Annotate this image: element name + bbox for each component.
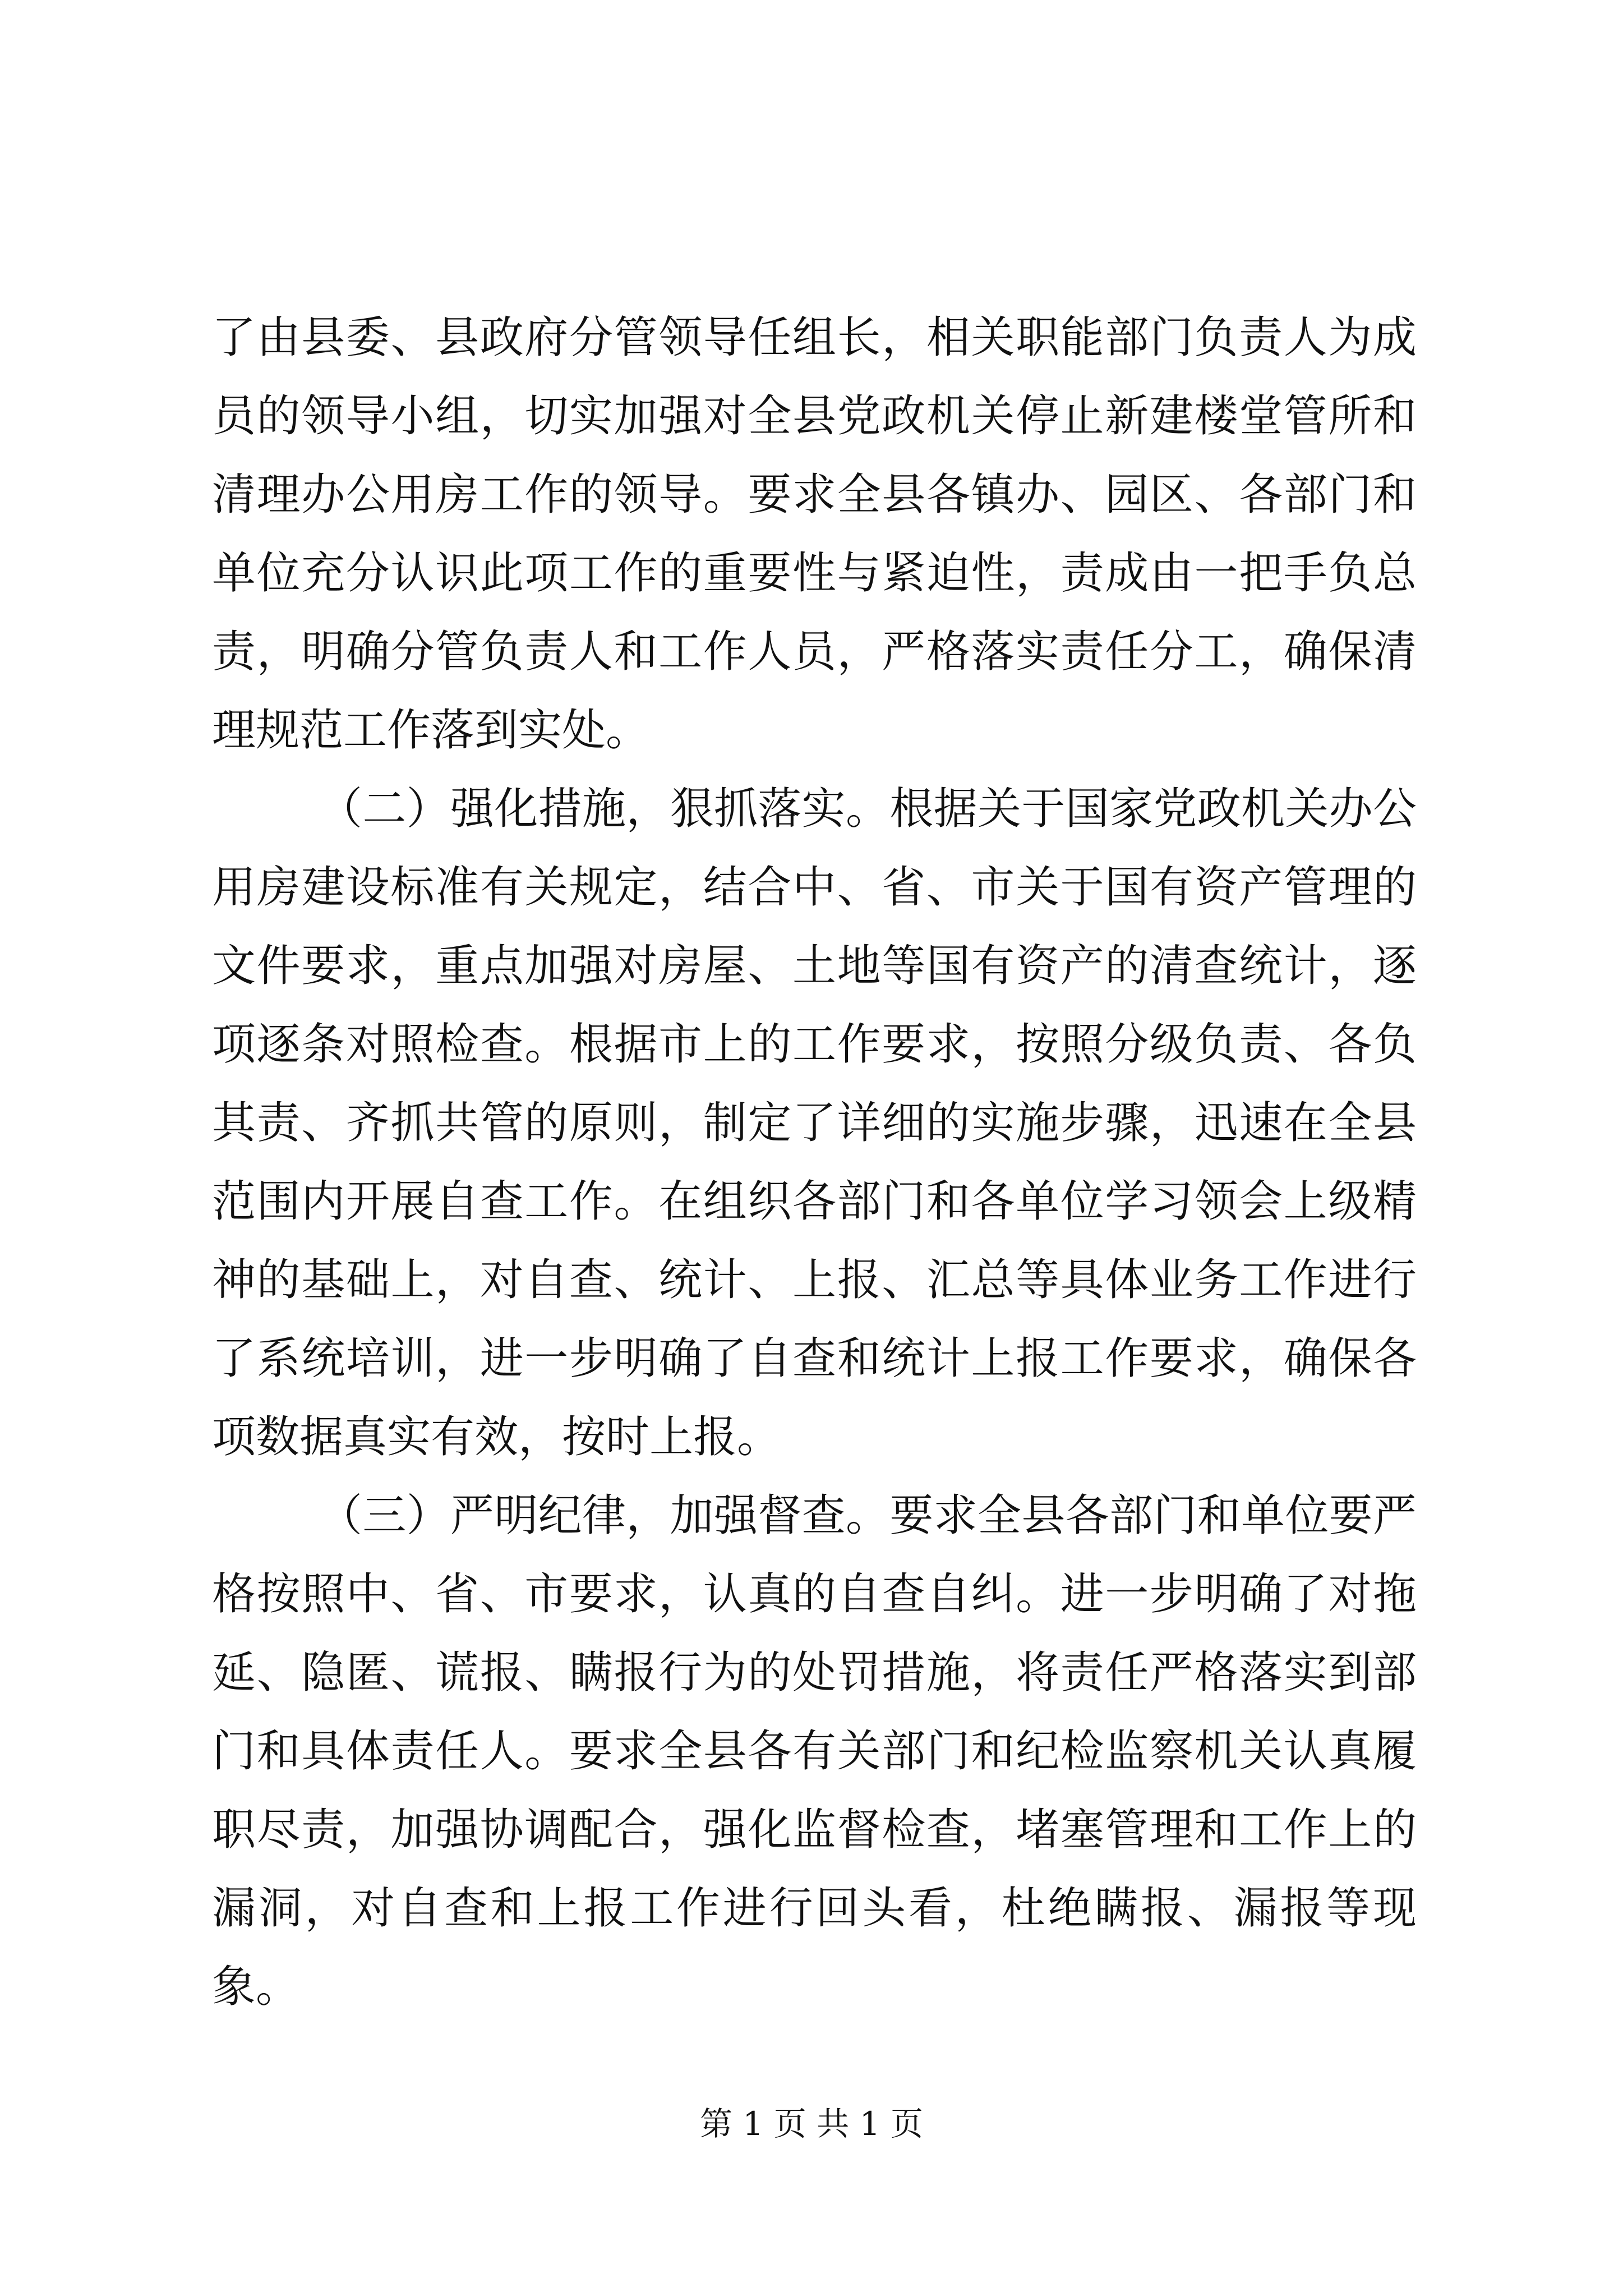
document-body	[212, 298, 1417, 2026]
page-footer: 第 1 页 共 1 页	[700, 2105, 923, 2143]
paragraph-section-two: （二）强化措施，狠抓落实。根据关于国家党政机关办公用房建设标准有关规定，结合中、省、市关于国有资产管理的文件要求，重点加强对房屋、土地等国有资产的清查统计，逐项逐条对照检查。根据市上的工作要求，按照分级负责、各负其责、齐抓共管的原则，制定了详细的实施步骤，迅速在全县范围内开展自查工作。在组织各部门和各单位学习领会上级精神的基础上，对自查、统计、上报、汇总等具体业务工作进行了系统培训，进一步明确了自查和统计上报工作要求，确保各项数据真实有效，按时上报。	[212, 784, 1417, 1462]
paragraph-section-three: （三）严明纪律，加强督查。要求全县各部门和单位要严格按照中、省、市要求，认真的自查自纠。进一步明确了对拖延、隐匿、谎报、瞒报行为的处罚措施，将责任严格落实到部门和具体责任人。要求全县各有关部门和纪检监察机关认真履职尽责，加强协调配合，强化监督检查，堵塞管理和工作上的漏洞，对自查和上报工作进行回头看，杜绝瞒报、漏报等现象。	[212, 1490, 1417, 2012]
paragraph-continuation: 了由县委、县政府分管领导任组长，相关职能部门负责人为成员的领导小组，切实加强对全县党政机关停止新建楼堂管所和清理办公用房工作的领导。要求全县各镇办、园区、各部门和单位充分认识此项工作的重要性与紧迫性，责成由一把手负总责，明确分管负责人和工作人员，严格落实责任分工，确保清理规范工作落到实处。	[212, 312, 1417, 756]
